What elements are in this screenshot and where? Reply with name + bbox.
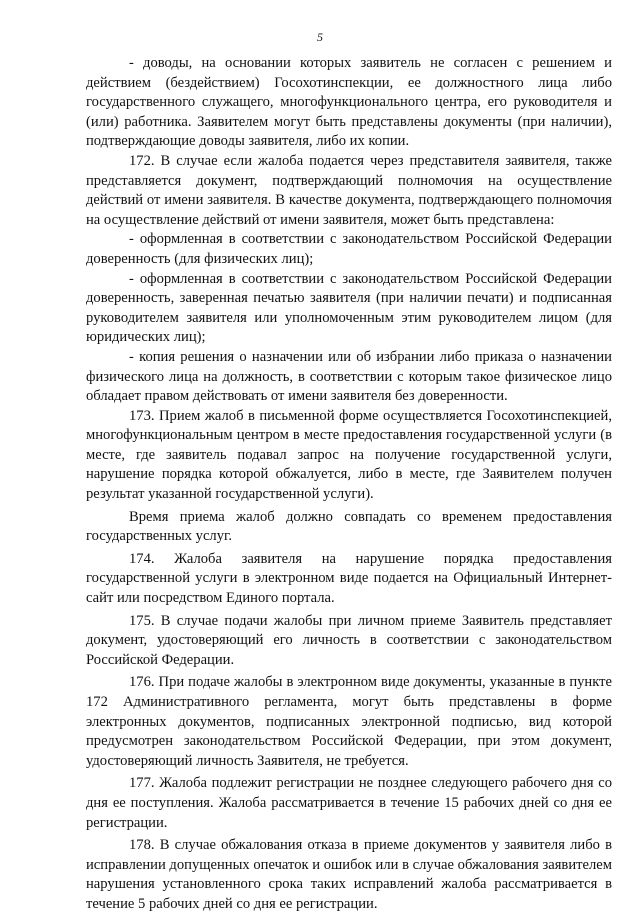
paragraph-178: 178. В случае обжалования отказа в приеме документов у заявителя либо в исправлении допущенных опечаток и ошибок или в случае обжалования заявителем нарушения установленного срока таких исправлений жалоба рассматривается в течение 5 рабочих дней со дня ее регистрации. xyxy=(86,837,612,912)
paragraph-172-item-1: - оформленная в соответствии с законодательством Российской Федерации доверенность (для физических лиц); xyxy=(86,231,612,267)
paragraph-173-time: Время приема жалоб должно совпадать со временем предоставления государственных услуг. xyxy=(86,508,612,545)
document-body xyxy=(86,54,612,915)
paragraph-177: 177. Жалоба подлежит регистрации не позднее следующего рабочего дня со дня ее поступления. Жалоба рассматривается в течение 15 рабочих дней со дня ее регистрации. xyxy=(86,775,612,831)
paragraph-172: 172. В случае если жалоба подается через представителя заявителя, также представляется документ, подтверждающий полномочия на осуществление действий от имени заявителя. В качестве документа, подтверждающего полномочия на осуществление действий от имени заявителя, может быть представлена: xyxy=(86,152,612,228)
paragraph-176: 176. При подаче жалобы в электронном виде документы, указанные в пункте 172 Административного регламента, могут быть представлены в форме электронных документов, подписанных электронной подписью, вид которой предусмотрен законодательством Российской Федерации, при этом документ, удостоверяющий личность Заявителя, не требуется. xyxy=(86,674,612,769)
paragraph-173: 173. Прием жалоб в письменной форме осуществляется Госохотинспекцией, многофункциональным центром в месте предоставления государственной услуги (в месте, где заявитель подавал запрос на получение государственной услуги, нарушение порядка которой обжалуется, либо в месте, где Заявителем получен результат указанной государственной услуги). xyxy=(86,407,612,503)
paragraph-175: 175. В случае подачи жалобы при личном приеме Заявитель представляет документ, удостоверяющий его личность в соответствии с законодательством Российской Федерации. xyxy=(86,612,612,668)
paragraph-174: 174. Жалоба заявителя на нарушение порядка предоставления государственной услуги в электронном виде подается на Официальный Интернет-сайт или посредством Единого портала. xyxy=(86,550,612,607)
paragraph-arguments: - доводы, на основании которых заявитель не согласен с решением и действием (бездействием) Госохотинспекции, ее должностного лица либо государственного служащего, многофункционального центра, его руководителя и (или) работника. Заявителем могут быть представлены документы (при наличии), подтверждающие доводы заявителя, либо их копии. xyxy=(86,55,612,150)
page-number: 5 xyxy=(317,30,323,44)
paragraph-172-item-3: - копия решения о назначении или об избрании либо приказа о назначении физического лица на должность, в соответствии с которым такое физическое лицо обладает правом действовать от имени заявителя без доверенности. xyxy=(86,348,612,405)
paragraph-172-item-2: - оформленная в соответствии с законодательством Российской Федерации доверенность, заверенная печатью заявителя (при наличии печати) и подписанная руководителем заявителя или уполномоченным этим руководителем лицом (для юридических лиц); xyxy=(86,270,612,346)
